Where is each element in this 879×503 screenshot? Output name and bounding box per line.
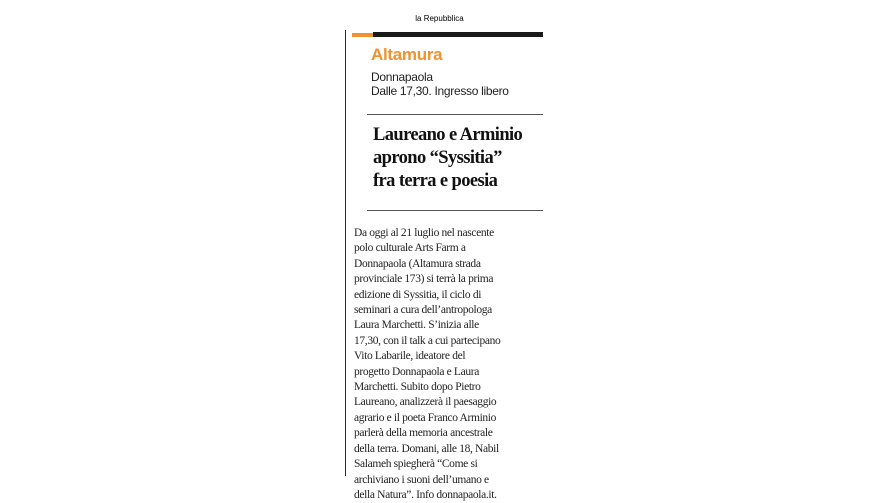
body-line: Laureano, analizzerà il paesaggio: [354, 396, 497, 409]
body-line: Vito Labarile, ideatore del: [354, 350, 466, 363]
column-rule: [345, 30, 346, 476]
body-line: della terra. Domani, alle 18, Nabil: [354, 442, 499, 455]
top-bar: [373, 32, 543, 37]
accent-bar: [352, 33, 373, 37]
body-line: polo culturale Arts Farm a: [354, 242, 466, 255]
headline: [373, 124, 549, 193]
body-line: Da oggi al 21 luglio nel nascente: [354, 227, 494, 239]
headline-line: aprono “Syssitia”: [373, 148, 502, 168]
headline-line: fra terra e poesia: [373, 171, 498, 191]
body-line: seminari a cura dell’antropologa: [354, 304, 492, 317]
article-body: [354, 226, 554, 503]
section-location: Altamura: [371, 45, 443, 64]
event-hours: Dalle 17,30. Ingresso libero: [371, 84, 509, 98]
body-line: Marchetti. Subito dopo Pietro: [354, 381, 481, 394]
body-line: della Natura”. Info donnapaola.it.: [354, 488, 497, 501]
body-line: parlerà della memoria ancestrale: [354, 427, 493, 440]
body-line: provinciale 173) si terrà la prima: [354, 273, 494, 286]
newspaper-clipping: [345, 30, 549, 501]
event-venue: Donnapaola: [371, 70, 433, 84]
body-line: Laura Marchetti. S’inizia alle: [354, 319, 479, 332]
body-line: edizione di Syssitia, il ciclo di: [354, 288, 482, 301]
body-line: progetto Donnapaola e Laura: [354, 365, 479, 378]
body-line: Salameh spiegherà “Come si: [354, 458, 478, 471]
divider: [367, 210, 543, 211]
body-line: agrario e il poeta Franco Arminio: [354, 411, 497, 424]
divider: [367, 114, 543, 115]
headline-line: Laureano e Arminio: [373, 125, 523, 145]
body-line: Donnapaola (Altamura strada: [354, 257, 481, 270]
masthead: la Repubblica: [415, 14, 464, 23]
body-line: 17,30, con il talk a cui partecipano: [354, 334, 501, 347]
body-line: archiviano i suoni dell’umano e: [354, 473, 489, 486]
